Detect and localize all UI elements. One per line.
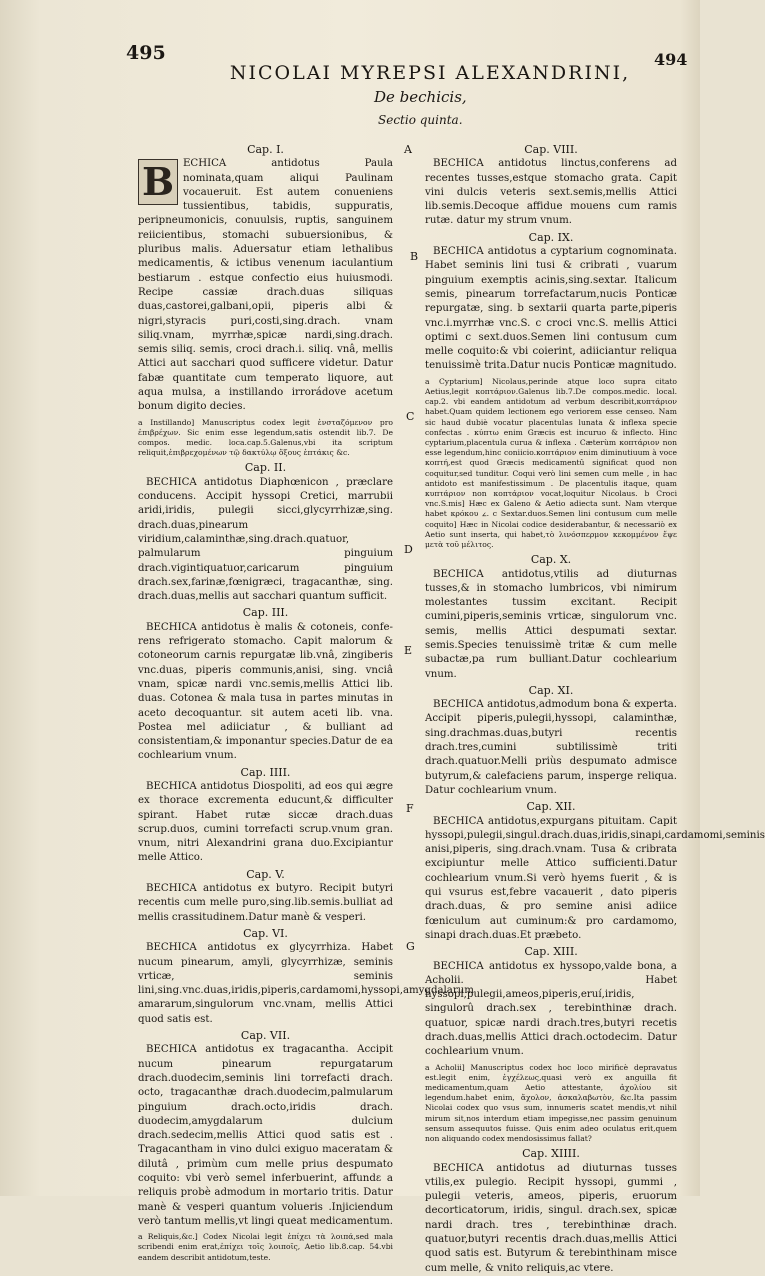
chapter-text: BECHICA antidotus,vtilis ad diuturnas tusses,& in stomacho lumbricos, vbi nimirum molestantes tussim excitant. Recipit cumini,piperis,seminis vrticæ, singulorum vnc. semis, mellis Attici despumati sextar. semis.Species tenuissimè tritæ & cum melle subactæ,pa rum bulliant.Datur cochlearium vnum. bbox=[425, 568, 677, 680]
margin-letter-b: B bbox=[410, 250, 419, 263]
page-number-right: 494 bbox=[654, 50, 688, 69]
chapter-heading: Cap. XI. bbox=[528, 683, 574, 697]
chapter-text: BECHICA antidotus,expurgans pituitam. Capit hyssopi,pulegii,singul.drach.duas,iridis,sinapi,cardamomi,seminis anisi,piperis, sing.drach.vnam. Tusa & cribrata excipiuntur melle Attico sufficienti.Datur cochlearium vnum.Si verò hyems fuerit , & is qui vsurus est,febre vacauerit , dato piperis drach.duas, & pro semine anisi adiice fœniculum aut cuminum:& pro cardamomo, sinapi drach.duas.Et præbeto. bbox=[425, 815, 765, 941]
chapter-heading: Cap. XIII. bbox=[524, 945, 578, 959]
chapter-text: BECHICA antidotus ad diuturnas tusses vtilis,ex pulegio. Recipit hyssopi, gummi , pulegii veteris, ameos, piperis, eruorum decorticatorum, iridis, singul. drach.sex, spicæ nardi drach. tres , terebinthinæ drach. quatuor,butyri recentis drach.duas,mellis Attici quod satis est. Butyrum & terebinthinam misce cum melle, & vnito reliquis,ac vtere. bbox=[425, 1162, 677, 1274]
chapter-heading: Cap. V. bbox=[246, 867, 285, 881]
chapter-heading: Cap. III. bbox=[242, 606, 289, 620]
chapter-heading: Cap. VIII. bbox=[524, 143, 578, 156]
margin-letter-a: A bbox=[404, 143, 412, 156]
footnote: a Instillando] Manuscriptus codex legit ἐνσταζόμενον pro ἐπιβρέχων. Sic enim esse legendum,satis ostendit lib.7. De compos. medic. loca.cap.5.Galenus,vbi ita scriptum reliquit,ἐπιβρεχομένων τῷ δακτύλῳ ὄξους ἐπτάκις &c. bbox=[138, 417, 393, 458]
chapter-text-body: ECHICA antidotus Paula nominata,quam aliqui Paulinam vocaueruit. Est autem conueniens tussientibus, tabidis, suppuratis, peripneumonicis, conuulsis, ruptis, sanguinem reiicientibus, stomachi subuersionibus, & pluribus malis. Aduersatur etiam lethalibus medicamentis, & ictibus venenum iaculantium bestiarum . estque confectio eius huiusmodi. Recipe cassiæ drach.duas siliquas duas,castorei,galbani,opii, piperis albi & nigri,styracis puri,costi,sing.drach. vnam siliq.vnam, myrrhæ,spicæ nardi,sing.drach. semis siliq. semis, croci drach.i. siliq. vnâ, mellis Attici aut sacchari quod sufficere videtur. Datur fabæ quantitate cum temperato liquore, aut aqua mulsa, a instillando irrorádove acetum bonum digito decies. bbox=[138, 158, 393, 413]
running-head: NICOLAI MYREPSI ALEXANDRINI, bbox=[229, 62, 631, 84]
chapter-text: BECHICA antidotus ex tragacantha. Accipit nucum pinearum repurgatarum drach.duodecim,seminis lini torrefacti drach. octo, tragacanthæ drach.duodecim,palmularum pinguium drach.octo,iridis drach. duodecim,amygdalarum dulcium drach.sedecim,mellis Attici quod satis est . Tragacantham in vino dulci exiguo maceratam & dilutâ , primùm cum melle prius despumato coquito: vbi verò semel inferbuerint, affundε a reliquis probè admodum in mortario tritis. Datur manè & vesperi quantum volueris .Injiciendum verò tantum mellis,vt lingi queat medicamentum. bbox=[138, 1044, 393, 1227]
chapter-heading: Cap. XIIII. bbox=[522, 1147, 580, 1161]
chapter-text: BECHICA antidotus ex butyro. Recipit butyri recentis cum melle puro,sing.lib.semis.bulliat ad mellis crassitudinem.Datur manè & vesperi. bbox=[138, 883, 393, 923]
section-title: Sectio quinta. bbox=[378, 113, 463, 127]
chapter-text: BECHICA antidotus ex glycyrrhiza. Habet nucum pinearum, amyli, glycyrrhizæ, seminis vrticæ, seminis lini,sing.vnc.duas,iridis,piperis,cardamomi,hyssopi,amygdalarum amararum,singulorum vnc.vnam, mellis Attici quod satis est. bbox=[138, 942, 474, 1025]
chapter-text: BECHICA antidotus a cyptarium cognominata. Habet seminis lini tusi & cribrati , vuarum pinguium exemptis acinis,sing.sextar. Italicum semis, pinearum torrefactarum,nucis Ponticæ repurgatæ, sing. b sextarii quarta parte,piperis vnc.i.myrrhæ vnc.S. c croci vnc.S. mellis Attici optimi c sext.duos.Semen lini contusum cum melle coquito:& vbi coierint, adiiciantur reliqua tenuissimè trita.Datur nucis Ponticæ magnitudo. bbox=[425, 246, 677, 372]
margin-letter-f: F bbox=[406, 802, 414, 815]
subhead: De bechicis, bbox=[374, 88, 467, 106]
margin-letter-c: C bbox=[406, 410, 415, 423]
chapter-heading: Cap. IX. bbox=[528, 230, 574, 244]
left-column bbox=[138, 143, 474, 1266]
chapter-heading: Cap. II. bbox=[244, 461, 287, 475]
chapter-text bbox=[138, 157, 393, 414]
margin-letter-e: E bbox=[404, 644, 413, 657]
chapter-text: BECHICA antidotus Diospoliti, ad eos qui ægre ex thorace excrementa educunt,& difficulter spirant. Habet rutæ siccæ drach.duas scrup.duos, cumini torrefacti scrup.vnum gran. vnum, nitri Alexandrini grana duo.Excipiantur melle Attico. bbox=[138, 780, 393, 864]
footnote: a Reliquis,&c.] Codex Nicolai legit ἐπίχει τὰ λοιπά,sed mala scribendi enim erat,ἐπίχει τοῖς λοιποῖς, Aetio lib.8.cap. 54.vbi eandem describit antidotum,teste. bbox=[138, 1232, 393, 1262]
margin-letter-d: D bbox=[404, 543, 413, 556]
right-column bbox=[425, 143, 765, 1276]
chapter-text: BECHICA antidotus linctus,conferens ad recentes tusses,estque stomacho grata. Capit vini dulcis veteris sext.semis,mellis Attici lib.semis.Decoque affidue mouens cum ramis rutæ. datur my strum vnum. bbox=[425, 158, 677, 227]
chapter-text: BECHICA antidotus,admodum bona & experta. Accipit piperis,pulegii,hyssopi, calaminthæ, sing.drachmas.duas,butyri recentis drach.tres,cumini subtilissimè triti drach.quatuor.Melli priùs despumato admisce butyrum,& calefaciens parum, insperge reliqua. Datur cochlearium vnum. bbox=[425, 699, 677, 796]
chapter-text: BECHICA antidotus ex hyssopo,valde bona, a Acholii. Habet hyssopi,pulegii,ameos,piperis,eruí,iridis, singulorû drach.sex , terebinthinæ drach. quatuor, spicæ nardi drach.tres,butyri recetis drach.duas,mellis Attici drach.octodecim. Datur cochlearium vnum. bbox=[425, 960, 677, 1058]
page-number-left: 495 bbox=[126, 42, 166, 64]
chapter-heading: Cap. VII. bbox=[240, 1029, 291, 1043]
chapter-heading: Cap. IIII. bbox=[240, 765, 291, 779]
chapter-heading: Cap. X. bbox=[530, 553, 572, 567]
chapter-text: BECHICA antidotus Diaphœnicon , præclare conducens. Accipit hyssopi Cretici, marrubii aridi,iridis, pulegii sicci,glycyrrhizæ,sing. drach.duas,pinearum viridium,calaminthæ,sing.drach.quatuor, palmularum pinguium drach.vigintiquatuor,caricarum pinguium drach.sex,farinæ,fœnigræci, tragacanthæ, sing. drach.duas,mellis aut sacchari quantum sufficit. bbox=[138, 476, 393, 603]
margin-letter-g: G bbox=[406, 940, 415, 953]
chapter-heading: Cap. VI. bbox=[243, 926, 288, 940]
chapter-heading: Cap. XII. bbox=[526, 800, 576, 814]
drop-cap-initial: B bbox=[138, 159, 178, 205]
footnote: a Cyptarium] Nicolaus,perinde atque loco supra citato Aetius,legit κοπτάριον.Galenus lib.7.De compos.medic. local. cap.2. vbi eandem antidotum ad verbum describit,κυπτάριον habet.Quam quidem lectionem ego veriorem esse censeo. Nam sic haud dubiè vocatur placentulas lunata & inflexa specie confectas . κύπτω enim Græcis est incuruo & inflecto. Hinc cyptarium,placentula curua & inflexa . Cæterùm κοπτάριον non esse legendum,hinc coniicio.κοπτάριον enim diminutiuum à voce κοπτή,est quod Græcis medicamentû significat quod non coquitur,sed tunditur. Coqui verò lini semen cum melle , in hac antidoto est manifestissimum . De placentulis itaque, quam κυπτάριον non κοπτάριον vocat,loquitur Nicolaus. b Croci vnc.S.mis] Hæc ex Galeno & Aetio adiecta sunt. Nam vterque habet κρόκου 𐅵. c Sextar.duos.Semen lini contusum cum melle coquito] Hæc in Nicolai codice desiderabantur, & necessariò ex Aetio sunt inserta, qui habet,τὸ λινόσπερμον κεκομμένον ἕψε μετὰ τοῦ μέλιτος. bbox=[425, 376, 677, 549]
chapter-text: BECHICA antidotus è malis & cotoneis, confe- rens refrigerato stomacho. Capit malorum & cotoneorum carnis repurgatæ lib.vnâ, zingiberis vnc.duas, piperis communis,anisi, sing. vnciâ vnam, spicæ nardi vnc.semis,mellis Attici lib. duas. Cotonea & mala tusa in partes minutas in aceto decoquantur. sit autem aceti lib. vna. Postea mel adiiciatur , & bulliant ad consistentiam,& imponantur species.Datur de ea cochlearium vnum. bbox=[138, 621, 393, 762]
chapter-heading: Cap. I. bbox=[247, 143, 284, 156]
footnote: a Acholii] Manuscriptus codex hoc loco mirificè depravatus est.legit enim, ἐγχέλεως,quasi verò ex anguilla fit medicamentum,quam Aetio attestante, ἀχολίου sit legendum.habet enim, ἄχολον, ἀσκαλαβωτὸν, &c.Ita passim Nicolai codex quo vsus sum, innumeris scatet mendis,vt nihil mirum sit,nos interdum etiam impegisse,nec passim genuinum sensum assequutos fuisse. Quis enim adeo oculatus erit,quem non aliquando codex mendosissimus fallat? bbox=[425, 1062, 677, 1144]
